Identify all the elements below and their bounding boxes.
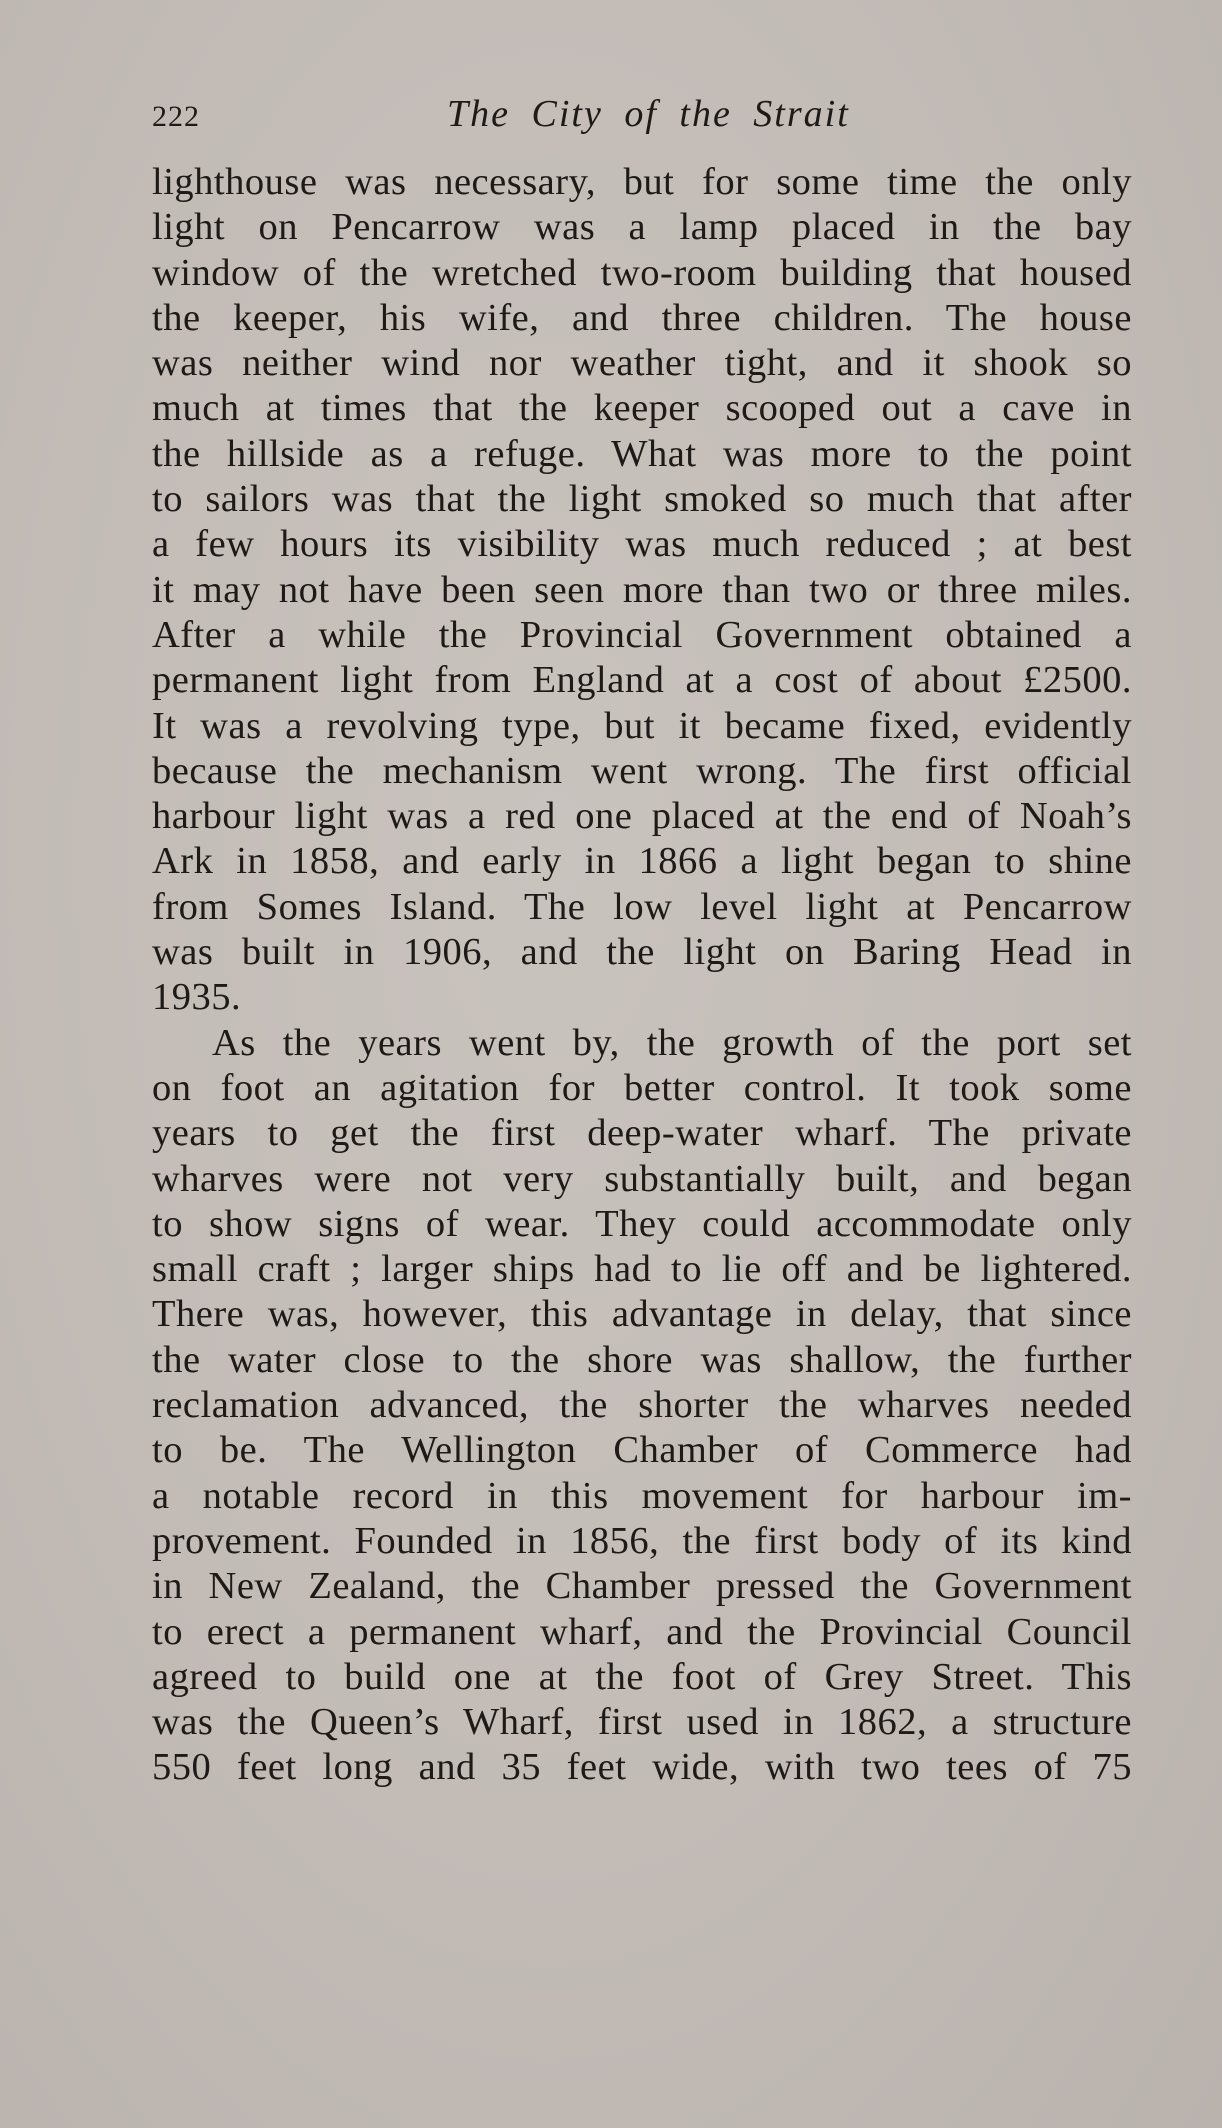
text-line: provement. Founded in 1856, the first body of its kind [152, 1519, 1132, 1562]
running-title: The City of the Strait [447, 93, 850, 135]
text-line: permanent light from England at a cost of about £2500. [152, 659, 1132, 702]
text-line: years to get the first deep-water wharf. The private [152, 1112, 1132, 1155]
text-line: it may not have been seen more than two or three miles. [152, 568, 1132, 611]
text-line: because the mechanism went wrong. The first official [152, 749, 1132, 792]
text-line: lighthouse was necessary, but for some time the only [152, 161, 1132, 203]
text-line: to sailors was that the light smoked so much that after [152, 478, 1132, 521]
text-line: agreed to build one at the foot of Grey Street. This [152, 1655, 1132, 1698]
text-line: to be. The Wellington Chamber of Commerce had [152, 1429, 1132, 1472]
page-number: 222 [152, 100, 200, 133]
text-line: in New Zealand, the Chamber pressed the Government [152, 1565, 1132, 1608]
text-line: 550 feet long and 35 feet wide, with two tees of 75 [152, 1746, 1132, 1789]
text-line: was the Queen’s Wharf, first used in 1862, a structure [152, 1701, 1132, 1744]
text-line: wharves were not very substantially built, and began [152, 1157, 1132, 1200]
text-line: to show signs of wear. They could accommodate only [152, 1202, 1132, 1245]
paragraph-end-line: 1935. [152, 976, 242, 1019]
text-line: was neither wind nor weather tight, and it shook so [152, 342, 1132, 385]
running-head [152, 92, 1132, 144]
text-line: the water close to the shore was shallow, the further [152, 1338, 1132, 1381]
text-line: It was a revolving type, but it became fixed, evidently [152, 704, 1132, 747]
text-line: After a while the Provincial Government obtained a [152, 613, 1132, 656]
text-line: was built in 1906, and the light on Baring Head in [152, 931, 1132, 974]
text-line: Ark in 1858, and early in 1866 a light began to shine [152, 840, 1132, 883]
text-line: window of the wretched two-room building that housed [152, 251, 1132, 294]
paragraph-start-line: As the years went by, the growth of the port set [212, 1021, 1132, 1064]
text-line: the hillside as a refuge. What was more to the point [152, 432, 1132, 475]
text-line: harbour light was a red one placed at the end of Noah’s [152, 795, 1132, 838]
text-line: There was, however, this advantage in delay, that since [152, 1293, 1132, 1336]
text-line: from Somes Island. The low level light at Pencarrow [152, 885, 1132, 928]
text-line: a few hours its visibility was much reduced ; at best [152, 523, 1132, 566]
text-line: to erect a permanent wharf, and the Provincial Council [152, 1610, 1132, 1653]
text-line: on foot an agitation for better control. It took some [152, 1066, 1132, 1109]
text-line: the keeper, his wife, and three children. The house [152, 296, 1132, 339]
text-line: much at times that the keeper scooped out a cave in [152, 387, 1132, 430]
body-text [152, 160, 1132, 1791]
text-line: a notable record in this movement for harbour im- [152, 1474, 1132, 1517]
text-line: small craft ; larger ships had to lie off and be lightered. [152, 1248, 1132, 1291]
text-line: reclamation advanced, the shorter the wharves needed [152, 1384, 1132, 1427]
text-line: light on Pencarrow was a lamp placed in the bay [152, 206, 1132, 249]
